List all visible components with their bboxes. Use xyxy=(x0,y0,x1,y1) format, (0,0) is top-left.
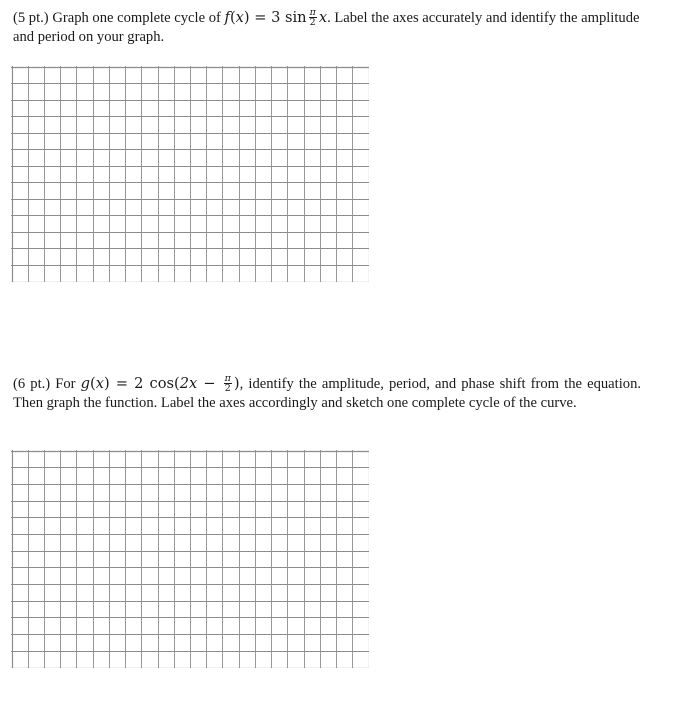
grid-background xyxy=(11,66,369,282)
problem-1-suffix: . Label the axes accurately and identify the amplitude and period on your graph. xyxy=(13,10,640,45)
grid-paper-2 xyxy=(11,450,369,668)
problem-2-equation: g(x) = 2 cos(2x − $\frac{\pi}{2}$ ) xyxy=(80,372,240,394)
pi-over-2-fraction: $\frac{\pi}{2}$ xyxy=(309,6,316,28)
problem-2-suffix: , identify the amplitude, period, and phase shift from the equation. Then graph the function. Label the axes accordingly and sketch one complete cycle of the curve. xyxy=(13,376,642,411)
pi-over-2-fraction: $\frac{\pi}{2}$ xyxy=(224,372,231,394)
graph-grid-1[interactable] xyxy=(11,66,369,282)
grid-background xyxy=(11,450,369,668)
problem-2-prefix: (6 pt.) For xyxy=(13,376,81,392)
grid-paper-1 xyxy=(11,66,369,282)
problem-2-text xyxy=(13,374,641,413)
problem-1-equation: f(x) = 3 sin $\frac{\pi}{2}$ x xyxy=(224,6,328,28)
problem-1-text xyxy=(13,8,641,47)
problem-1-prefix: (5 pt.) Graph one complete cycle of xyxy=(13,10,225,26)
graph-grid-2[interactable] xyxy=(11,450,369,668)
